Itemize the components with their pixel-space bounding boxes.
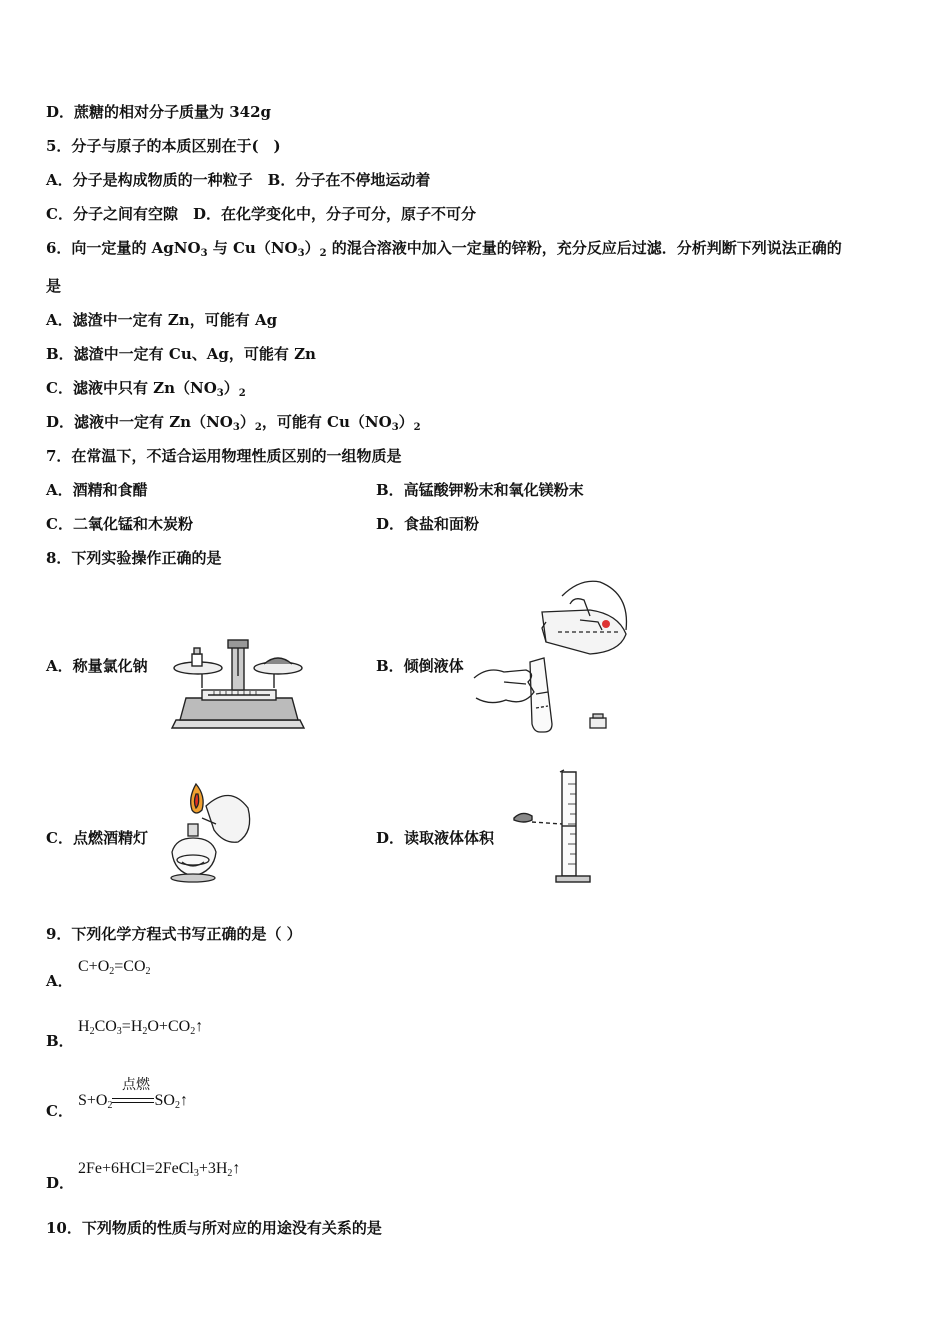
- q10-stem: 10．下列物质的性质与所对应的用途没有关系的是: [46, 1219, 382, 1237]
- q6-option-d: D．滤液中一定有 $Zn(NO_3)_2$，可能有 $Cu(NO_3)_2$: [46, 413, 421, 433]
- q9-option-b-label: B．: [46, 1032, 74, 1050]
- q7-option-c: C．二氧化锰和木炭粉: [46, 515, 193, 533]
- q9-option-a-label: A．: [46, 972, 73, 990]
- q9-stem: 9．下列化学方程式书写正确的是（ ）: [46, 925, 302, 943]
- q5-options-cd: C．分子之间有空隙 D．在化学变化中，分子可分，原子不可分: [46, 205, 476, 223]
- q8-stem: 8．下列实验操作正确的是: [46, 549, 222, 567]
- q6-option-a: A．滤渣中一定有 Zn，可能有 Ag: [46, 311, 278, 329]
- q9-option-c-label: C．: [46, 1102, 73, 1120]
- q7-option-b: B．高锰酸钾粉末和氧化镁粉末: [376, 481, 584, 499]
- q8-option-d-label: D．读取液体体积: [376, 829, 495, 847]
- q8-option-b-label: B．倾倒液体: [376, 657, 464, 675]
- q9-option-c-condition: 点燃: [122, 1077, 150, 1093]
- q8-option-c-label: C．点燃酒精灯: [46, 829, 148, 847]
- alcohol-lamp-illustration: [158, 780, 258, 888]
- q6-option-b: B．滤渣中一定有 Cu、Ag，可能有 Zn: [46, 345, 316, 363]
- q7-option-a: A．酒精和食醋: [46, 481, 148, 499]
- q8-option-a-label: A．称量氯化钠: [46, 657, 148, 675]
- q4-option-d: D．蔗糖的相对分子质量为 342g: [46, 103, 272, 121]
- q9-option-b-equation: $H_2CO_3=H_2O+CO_2↑$: [78, 1018, 204, 1037]
- pouring-liquid-illustration: [470, 574, 640, 740]
- q6-option-c: C．滤液中只有 $Zn(NO_3)_2$: [46, 379, 246, 399]
- q9-option-d-label: D．: [46, 1174, 75, 1192]
- q5-options-ab: A．分子是构成物质的一种粒子 B．分子在不停地运动着: [46, 171, 431, 189]
- q7-stem: 7．在常温下，不适合运用物理性质区别的一组物质是: [46, 447, 402, 465]
- balance-scale-illustration: [168, 636, 308, 732]
- q9-option-c-equation: $S+O_2$ $SO_2↑$: [78, 1092, 188, 1111]
- q6-stem: 6．向一定量的 AgNO$_3$ 与 $Cu(NO_3)_2$ 的混合溶液中加入一定量的锌粉，充分反应后过滤．分析判断下列说法正确的: [46, 239, 842, 259]
- q9-option-a-equation: $C+O_2=CO_2$: [78, 958, 151, 977]
- q5-stem: 5．分子与原子的本质区别在于( ): [46, 137, 281, 155]
- q6-stem-continued: 是: [46, 277, 62, 295]
- q9-option-d-equation: $2Fe+6HCl=2FeCl_3+3H_2↑$: [78, 1160, 241, 1179]
- q7-option-d: D．食盐和面粉: [376, 515, 480, 533]
- graduated-cylinder-illustration: [510, 768, 600, 888]
